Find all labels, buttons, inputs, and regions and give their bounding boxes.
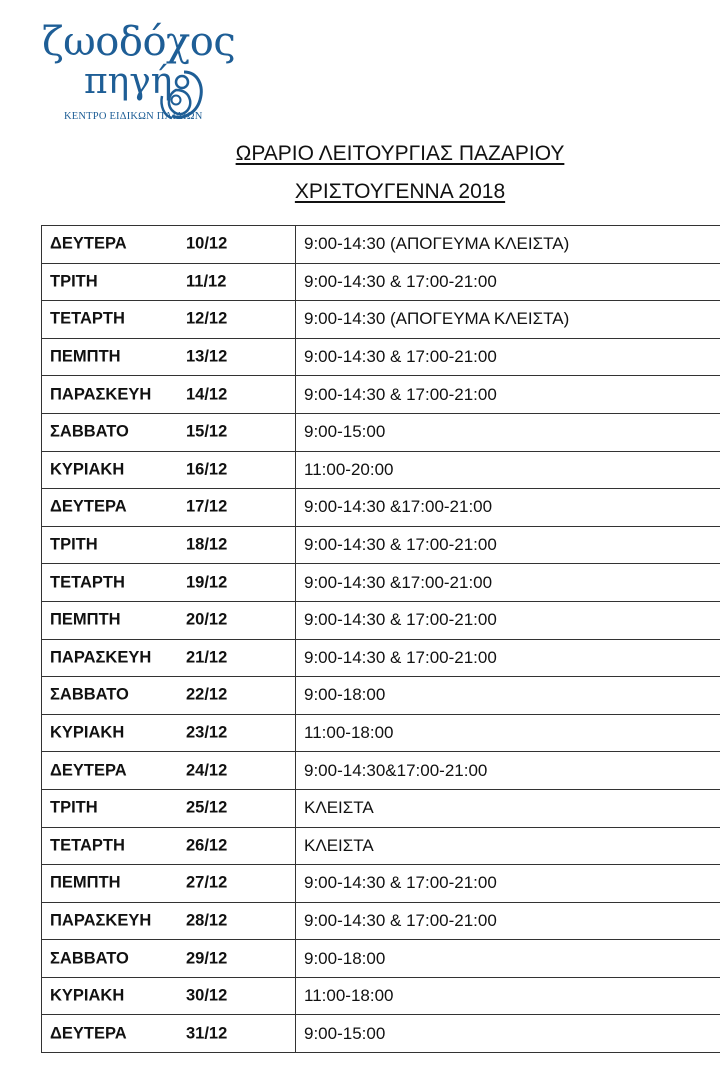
page-title: ΩΡΑΡΙΟ ΛΕΙΤΟΥΡΓΙΑΣ ΠΑΖΑΡΙΟΥ (235, 142, 565, 165)
day-name: ΔΕΥΤΕΡΑ (50, 761, 127, 780)
table-row (42, 526, 720, 564)
table-row (42, 940, 720, 978)
day-date: 24/12 (186, 761, 228, 780)
table-row (42, 677, 720, 715)
day-date-cell (42, 413, 296, 451)
day-date-cell (42, 977, 296, 1015)
hours-cell (296, 865, 720, 903)
day-date-cell (42, 451, 296, 489)
table-row (42, 789, 720, 827)
opening-hours: 9:00-18:00 (304, 948, 386, 968)
day-date: 30/12 (186, 986, 228, 1005)
day-name: ΔΕΥΤΕΡΑ (50, 1024, 127, 1043)
table-row (42, 902, 720, 940)
day-date: 20/12 (186, 610, 228, 629)
day-date: 23/12 (186, 723, 228, 742)
table-row (42, 564, 720, 602)
table-row (42, 601, 720, 639)
opening-hours-table (41, 225, 720, 1053)
day-name: ΠΕΜΠΤΗ (50, 610, 121, 629)
day-date: 29/12 (186, 949, 228, 968)
day-date: 17/12 (186, 497, 228, 516)
hours-cell (296, 1015, 720, 1053)
table-row (42, 714, 720, 752)
day-date: 19/12 (186, 573, 228, 592)
day-date: 26/12 (186, 836, 228, 855)
opening-hours: 9:00-14:30&17:00-21:00 (304, 760, 488, 780)
hours-cell (296, 752, 720, 790)
day-date: 28/12 (186, 911, 228, 930)
table-row (42, 1015, 720, 1053)
day-date: 27/12 (186, 873, 228, 892)
logo-wordmark-line1: ζωοδόχος (42, 19, 236, 65)
opening-hours: ΚΛΕΙΣΤΑ (304, 835, 374, 855)
hours-cell (296, 338, 720, 376)
day-date-cell (42, 827, 296, 865)
hours-cell (296, 226, 720, 264)
hours-cell (296, 564, 720, 602)
day-name: ΣΑΒΒΑΤΟ (50, 422, 129, 441)
hours-cell (296, 263, 720, 301)
hours-cell (296, 940, 720, 978)
day-name: ΚΥΡΙΑΚΗ (50, 723, 125, 742)
table-row (42, 376, 720, 414)
hours-cell (296, 789, 720, 827)
day-date: 15/12 (186, 422, 228, 441)
day-date: 25/12 (186, 798, 228, 817)
day-date: 14/12 (186, 385, 228, 404)
day-date-cell (42, 226, 296, 264)
day-date: 10/12 (186, 234, 228, 253)
day-name: ΤΡΙΤΗ (50, 272, 98, 291)
day-date-cell (42, 639, 296, 677)
day-date: 11/12 (186, 272, 227, 291)
day-date: 12/12 (186, 309, 228, 328)
table-row (42, 338, 720, 376)
day-date-cell (42, 301, 296, 339)
day-name: ΣΑΒΒΑΤΟ (50, 949, 129, 968)
day-date-cell (42, 601, 296, 639)
opening-hours: 9:00-14:30 & 17:00-21:00 (304, 384, 497, 404)
hours-cell (296, 301, 720, 339)
day-name: ΠΕΜΠΤΗ (50, 347, 121, 366)
table-row (42, 865, 720, 903)
table-row (42, 489, 720, 527)
hours-cell (296, 677, 720, 715)
day-date: 13/12 (186, 347, 228, 366)
schedule-table-body (42, 226, 720, 1053)
opening-hours: 11:00-20:00 (304, 459, 394, 479)
day-name: ΠΑΡΑΣΚΕΥΗ (50, 911, 152, 930)
opening-hours: 9:00-14:30 & 17:00-21:00 (304, 347, 497, 367)
hours-cell (296, 451, 720, 489)
table-row (42, 226, 720, 264)
hours-cell (296, 902, 720, 940)
day-date-cell (42, 338, 296, 376)
hours-cell (296, 639, 720, 677)
day-name: ΣΑΒΒΑΤΟ (50, 685, 129, 704)
day-name: ΠΑΡΑΣΚΕΥΗ (50, 385, 152, 404)
day-date: 31/12 (186, 1024, 228, 1043)
day-date-cell (42, 263, 296, 301)
table-row (42, 752, 720, 790)
hours-cell (296, 376, 720, 414)
table-row (42, 263, 720, 301)
logo-subtitle: ΚΕΝΤΡΟ ΕΙΔΙΚΩΝ ΠΑΙΔΙΩΝ (64, 111, 203, 122)
day-name: ΠΕΜΠΤΗ (50, 873, 121, 892)
opening-hours: 9:00-14:30 (ΑΠΟΓΕΥΜΑ ΚΛΕΙΣΤΑ) (304, 309, 570, 329)
day-name: ΤΡΙΤΗ (50, 535, 98, 554)
day-date-cell (42, 714, 296, 752)
hours-cell (296, 526, 720, 564)
opening-hours: 9:00-14:30 &17:00-21:00 (304, 497, 493, 517)
day-date-cell (42, 752, 296, 790)
opening-hours: 9:00-14:30 & 17:00-21:00 (304, 610, 497, 630)
day-name: ΤΕΤΑΡΤΗ (50, 309, 125, 328)
logo-wordmark-line2: πηγή (84, 61, 173, 102)
opening-hours: 11:00-18:00 (304, 986, 394, 1006)
day-date-cell (42, 940, 296, 978)
day-date-cell (42, 1015, 296, 1053)
opening-hours: 9:00-14:30 & 17:00-21:00 (304, 271, 497, 291)
day-date: 21/12 (186, 648, 228, 667)
day-name: ΚΥΡΙΑΚΗ (50, 460, 125, 479)
opening-hours: ΚΛΕΙΣΤΑ (304, 798, 374, 818)
table-row (42, 977, 720, 1015)
day-date-cell (42, 789, 296, 827)
opening-hours: 9:00-14:30 & 17:00-21:00 (304, 910, 497, 930)
organization-logo (24, 14, 234, 132)
day-name: ΔΕΥΤΕΡΑ (50, 497, 127, 516)
day-date-cell (42, 489, 296, 527)
day-name: ΤΡΙΤΗ (50, 798, 98, 817)
table-row (42, 301, 720, 339)
day-date-cell (42, 376, 296, 414)
opening-hours: 9:00-14:30 &17:00-21:00 (304, 572, 493, 592)
opening-hours: 9:00-14:30 (ΑΠΟΓΕΥΜΑ ΚΛΕΙΣΤΑ) (304, 234, 570, 254)
day-name: ΤΕΤΑΡΤΗ (50, 836, 125, 855)
day-name: ΔΕΥΤΕΡΑ (50, 234, 127, 253)
hours-cell (296, 489, 720, 527)
day-date-cell (42, 677, 296, 715)
table-row (42, 639, 720, 677)
opening-hours: 9:00-14:30 & 17:00-21:00 (304, 647, 497, 667)
hours-cell (296, 977, 720, 1015)
page-subtitle: ΧΡΙΣΤΟΥΓΕΝΝΑ 2018 (294, 180, 506, 203)
day-date: 18/12 (186, 535, 228, 554)
opening-hours: 9:00-18:00 (304, 685, 386, 705)
table-row (42, 413, 720, 451)
hours-cell (296, 714, 720, 752)
hours-cell (296, 413, 720, 451)
table-row (42, 451, 720, 489)
day-date-cell (42, 526, 296, 564)
day-date-cell (42, 564, 296, 602)
hours-cell (296, 601, 720, 639)
day-date-cell (42, 902, 296, 940)
opening-hours: 9:00-15:00 (304, 422, 386, 442)
day-date-cell (42, 865, 296, 903)
day-name: ΚΥΡΙΑΚΗ (50, 986, 125, 1005)
table-row (42, 827, 720, 865)
day-date: 22/12 (186, 685, 228, 704)
opening-hours: 9:00-15:00 (304, 1023, 386, 1043)
opening-hours: 9:00-14:30 & 17:00-21:00 (304, 873, 497, 893)
hours-cell (296, 827, 720, 865)
opening-hours: 11:00-18:00 (304, 723, 394, 743)
opening-hours: 9:00-14:30 & 17:00-21:00 (304, 535, 497, 555)
day-date: 16/12 (186, 460, 228, 479)
day-name: ΤΕΤΑΡΤΗ (50, 573, 125, 592)
day-name: ΠΑΡΑΣΚΕΥΗ (50, 648, 152, 667)
